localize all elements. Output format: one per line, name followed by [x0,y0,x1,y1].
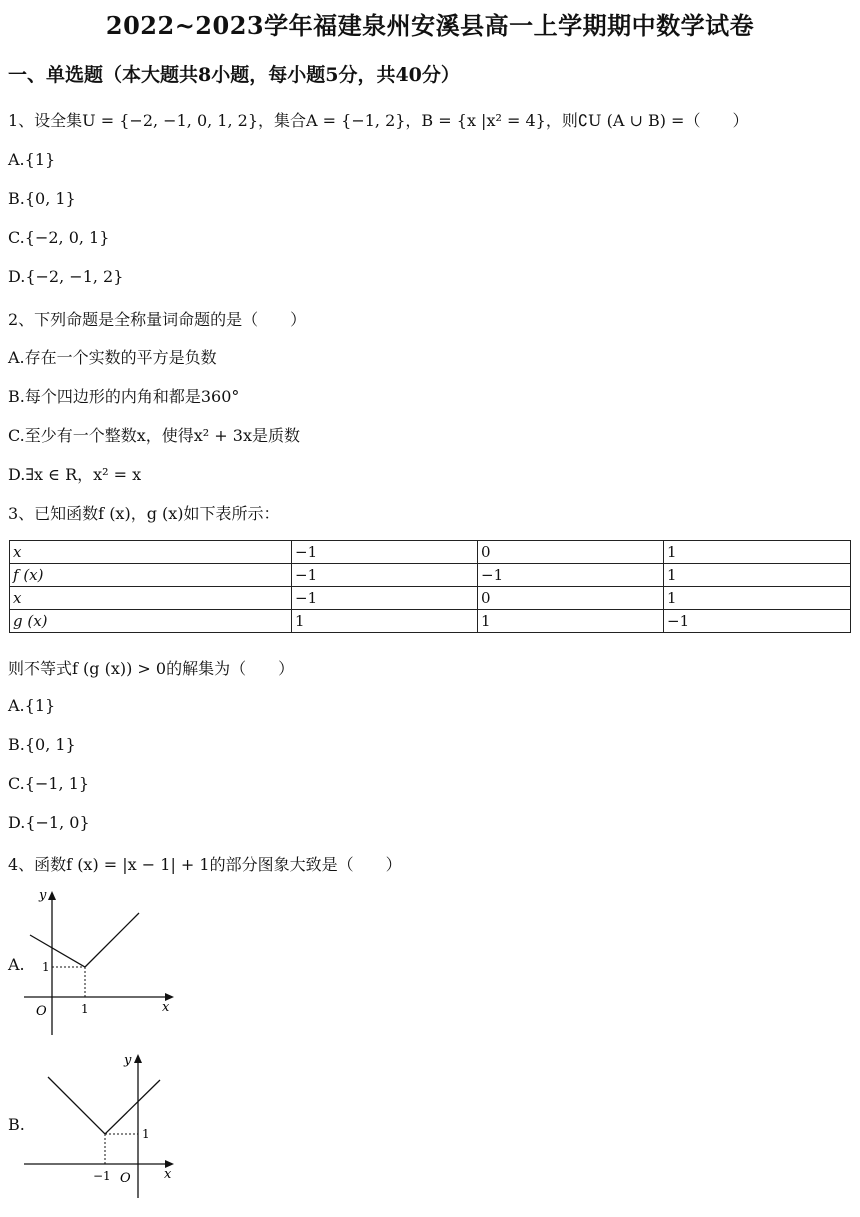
q4-option-a-graph[interactable] [22,885,182,1040]
q1-option-b[interactable]: B.{0, 1} [8,189,76,208]
function-curve [30,913,139,967]
question-2-stem: 2、下列命题是全称量词命题的是（ ） [8,310,307,329]
table-row [10,587,851,610]
q3-option-b[interactable]: B.{0, 1} [8,735,76,754]
q2-option-d[interactable]: D.∃x ∈ R，x² = x [8,465,142,484]
origin-label: O [36,1004,47,1019]
table-row [10,564,851,587]
table-cell: 0 [478,587,664,610]
q1-option-a[interactable]: A.{1} [8,150,56,169]
table-row [10,610,851,633]
table-cell: −1 [664,610,851,633]
page-title: 2022~2023学年福建泉州安溪县高一上学期期中数学试卷 [105,11,755,40]
y-axis-label: y [124,1053,132,1068]
table-cell: 1 [664,541,851,564]
question-1-stem: 1、设全集U = {−2, −1, 0, 1, 2}，集合A = {−1, 2}，B = {x |x² = 4}，则∁U (A ∪ B) =（ ） [8,111,749,130]
y-axis-label: y [39,888,47,903]
table-cell: x [10,541,292,564]
table-cell: −1 [292,564,478,587]
q1-option-d[interactable]: D.{−2, −1, 2} [8,267,124,286]
table-cell: −1 [478,564,664,587]
table-row [10,541,851,564]
table-cell: 0 [478,541,664,564]
x-tick-label: 1 [81,1002,89,1016]
y-tick-label: 1 [142,1127,150,1141]
question-3-follow: 则不等式f (g (x)) > 0的解集为（ ） [8,659,295,678]
x-axis-label: x [162,1000,170,1015]
table-cell: 1 [664,564,851,587]
table-cell: 1 [664,587,851,610]
q3-option-d[interactable]: D.{−1, 0} [8,813,90,832]
q2-option-a[interactable]: A.存在一个实数的平方是负数 [8,348,217,367]
y-axis-arrow-icon [134,1054,142,1063]
q4-option-a-label[interactable]: A. [8,955,25,974]
table-cell: 1 [478,610,664,633]
function-value-table [9,540,851,633]
q4-option-b-graph[interactable] [22,1048,182,1203]
y-axis-arrow-icon [48,891,56,900]
q3-option-c[interactable]: C.{−1, 1} [8,774,90,793]
table-cell: −1 [292,541,478,564]
x-axis-label: x [164,1167,172,1182]
q1-option-c[interactable]: C.{−2, 0, 1} [8,228,110,247]
table-cell: 1 [292,610,478,633]
section-heading: 一、单选题（本大题共8小题，每小题5分，共40分） [8,64,460,86]
origin-label: O [120,1171,131,1186]
q3-option-a[interactable]: A.{1} [8,696,56,715]
function-curve [48,1077,160,1134]
q2-option-b[interactable]: B.每个四边形的内角和都是360° [8,387,240,406]
question-3-stem: 3、已知函数f (x)，g (x)如下表所示： [8,504,280,523]
x-tick-label: −1 [93,1169,111,1183]
table-cell: f (x) [10,564,292,587]
y-tick-label: 1 [42,960,50,974]
q4-option-b-label[interactable]: B. [8,1115,25,1134]
table-cell: x [10,587,292,610]
table-cell: −1 [292,587,478,610]
table-cell: g (x) [10,610,292,633]
question-4-stem: 4、函数f (x) = |x − 1| + 1的部分图象大致是（ ） [8,855,402,874]
q2-option-c[interactable]: C.至少有一个整数x，使得x² + 3x是质数 [8,426,301,445]
